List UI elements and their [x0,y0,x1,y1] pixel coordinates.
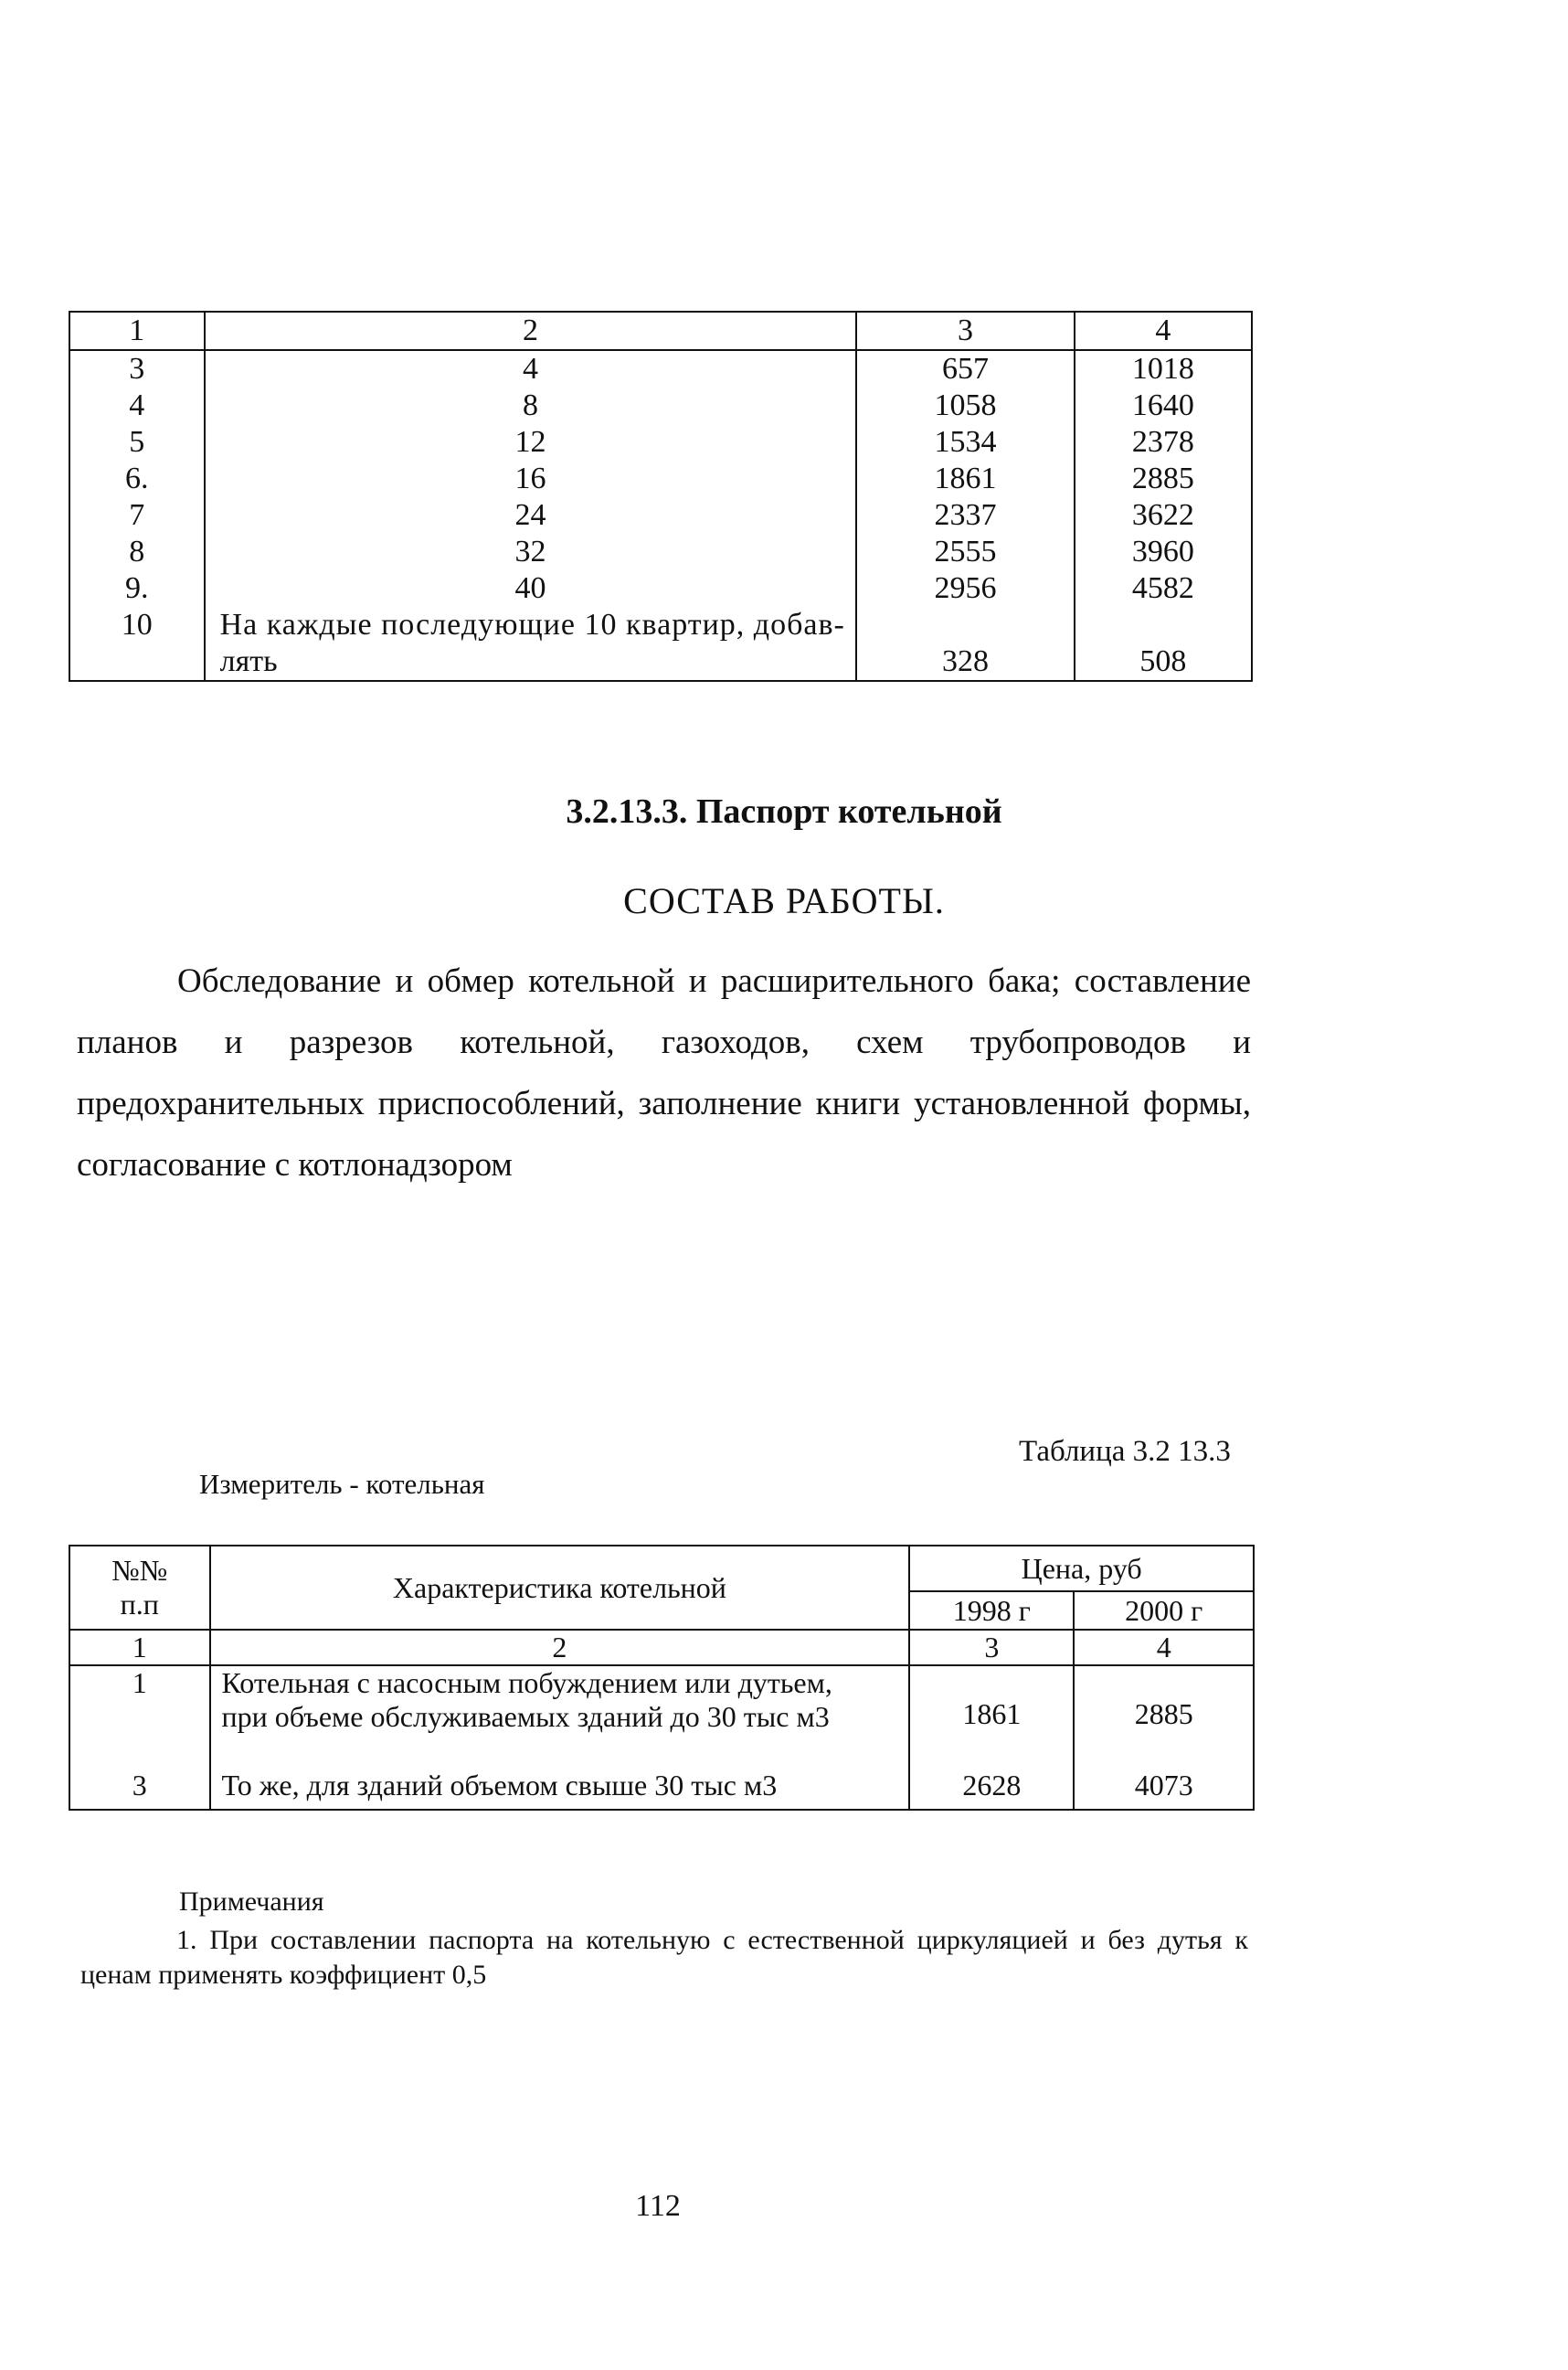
row-description [205,607,857,681]
table-row [69,570,1252,607]
header-num-line: №№ [111,1554,168,1587]
header-cell-number [69,1546,210,1630]
table-row [69,461,1252,497]
price-2000: 508 [1075,607,1252,681]
price-1998: 2956 [856,570,1074,607]
price-1998: 1058 [856,388,1074,424]
continuation-table [69,311,1253,682]
notes-title: Примечания [179,1886,324,1917]
header-cell-2000: 2000 г [1074,1591,1254,1630]
apartment-count: 8 [205,388,857,424]
header-cell: 2 [205,312,857,350]
price-2000: 4582 [1075,570,1252,607]
header-cell-1998: 1998 г [909,1591,1074,1630]
index-cell: 3 [909,1630,1074,1665]
page-number: 112 [635,2189,681,2223]
table-row [69,424,1252,461]
apartment-count: 40 [205,570,857,607]
price-1998: 657 [856,350,1074,388]
header-cell: 1 [69,312,205,350]
price-2000: 3960 [1075,534,1252,570]
price-2000: 2885 [1074,1665,1254,1761]
row-number: 5 [69,424,205,461]
price-2000: 1018 [1075,350,1252,388]
apartment-count: 4 [205,350,857,388]
row-description-line: лять [219,644,278,678]
boiler-price-table [69,1545,1255,1811]
price-1998: 1861 [909,1665,1074,1761]
table-row [69,388,1252,424]
price-1998: 1861 [856,461,1074,497]
apartment-count: 12 [205,424,857,461]
work-composition-heading: СОСТАВ РАБОТЫ. [623,880,945,921]
price-2000: 4073 [1074,1761,1254,1810]
price-2000: 1640 [1075,388,1252,424]
price-1998: 1534 [856,424,1074,461]
row-number: 1 [69,1665,210,1761]
measure-label: Измеритель - котельная [199,1468,485,1500]
table-row [69,350,1252,388]
index-cell: 2 [210,1630,910,1665]
apartment-count: 16 [205,461,857,497]
header-num-line: п.п [120,1588,159,1621]
row-number: 10 [69,607,205,681]
price-2000: 2378 [1075,424,1252,461]
row-description-line: На каждые последующие 10 квартир, добав- [219,608,845,642]
row-number: 8 [69,534,205,570]
table-row [69,534,1252,570]
notes-text: 1. При составлении паспорта на котельную с естественной циркуляцией и без дутья к ценам применять коэффициент 0,5 [80,1925,1248,1990]
price-1998: 2337 [856,497,1074,534]
row-description: То же, для зданий объемом свыше 30 тыс м3 [210,1761,910,1810]
row-number: 7 [69,497,205,534]
header-cell: 4 [1075,312,1252,350]
header-cell-characteristic: Характеристика котельной [210,1546,910,1630]
table-row [69,607,1252,681]
row-number: 3 [69,350,205,388]
price-2000: 3622 [1075,497,1252,534]
section-heading: 3.2.13.3. Паспорт котельной [566,792,1002,831]
table-index-row [69,1630,1254,1665]
apartment-count: 24 [205,497,857,534]
row-number: 3 [69,1761,210,1810]
table-row [69,1761,1254,1810]
price-1998: 328 [856,607,1074,681]
row-number: 4 [69,388,205,424]
row-number: 6. [69,461,205,497]
table-row [69,1665,1254,1761]
row-description-line: при объеме обслуживаемых зданий до 30 тыс м3 [221,1700,830,1733]
row-description [210,1665,910,1761]
row-number: 9. [69,570,205,607]
header-cell: 3 [856,312,1074,350]
table-row [69,497,1252,534]
price-1998: 2555 [856,534,1074,570]
row-description-line: Котельная с насосным побуждением или дутьем, [221,1666,832,1699]
table-header-row [69,312,1252,350]
index-cell: 4 [1074,1630,1254,1665]
work-composition-text: Обследование и обмер котельной и расширительного бака; составление планов и разрезов котельной, газоходов, схем трубопроводов и предохранительных приспособлений, заполнение книги установленной формы, согласование с котлонадзором [77,962,1251,1184]
apartment-count: 32 [205,534,857,570]
table-caption: Таблица 3.2 13.3 [1019,1435,1231,1468]
table-header-row [69,1546,1254,1591]
header-cell-price: Цена, руб [909,1546,1254,1591]
price-1998: 2628 [909,1761,1074,1810]
index-cell: 1 [69,1630,210,1665]
price-2000: 2885 [1075,461,1252,497]
